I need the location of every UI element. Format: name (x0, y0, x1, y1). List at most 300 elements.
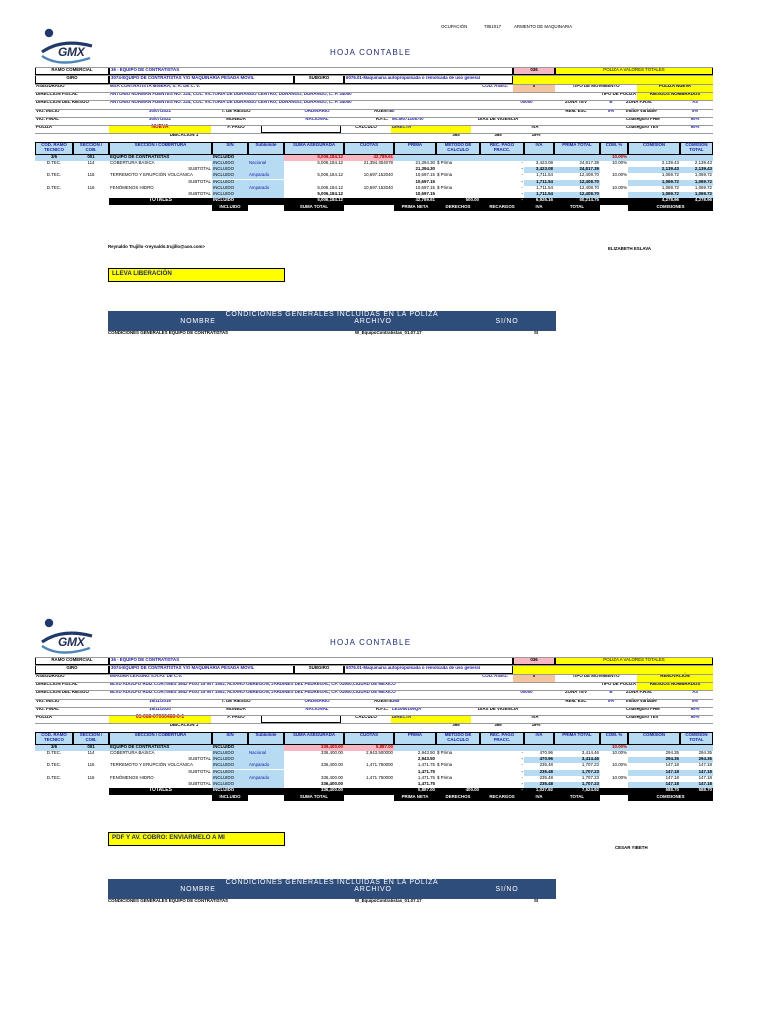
col-header: SECCIÓN / COBERTURA (109, 732, 212, 745)
table-cell: 2,139.43 (694, 159, 712, 165)
table-cell: 336,400.00 (284, 745, 344, 751)
footer-label: RECARGOS (480, 795, 524, 801)
rem-esc-value: 0% (607, 107, 615, 113)
subtotal-cell: - (521, 178, 523, 184)
coaseg-fhm-value: 90% (690, 115, 700, 121)
subtotal-cell: INCLUIDO (212, 770, 248, 776)
vig-inicio-value: 16/11/2019 (149, 697, 171, 703)
table-cell: 1,069.72 (661, 184, 679, 190)
table-cell: 235.48 (539, 774, 553, 780)
email-line: Reynaldo Trujillo <reynaldo.trujillo@aon.com> (108, 244, 205, 249)
indice-label: Indice Variable (626, 697, 657, 703)
cod-aseg-value: 0 (513, 674, 555, 682)
col-header: COD. RAMO TECNICO (35, 142, 73, 155)
table-cell: - (521, 762, 523, 768)
dias-b: 366 (494, 722, 502, 728)
col-header: IVA (524, 732, 554, 745)
indice-value: 0% (691, 697, 699, 703)
col-header: Subliimite (248, 142, 284, 155)
subtotal-cell: 147.18 (628, 770, 680, 776)
table-cell: 10,697.15 (415, 172, 435, 178)
ramo-value: 36 - EQUIPO DE CONTRATISTAS (109, 67, 513, 75)
subtotal-cell: 1,711.54 (524, 192, 554, 198)
totales-value: 4,278.96 (628, 198, 680, 205)
t-riesgo-value: ORDINARIO (304, 697, 330, 703)
footer-label: PRIMA NETA (394, 205, 436, 211)
table-cell: 12,408.70 (579, 172, 599, 178)
note-pdf-cobro: PDF Y AV. COBRO: ENVIARMELO A MI (108, 832, 285, 846)
table-cell: 2,139.43 (661, 159, 679, 165)
table-cell: 114 (87, 749, 95, 755)
table-cell: Nacional (248, 161, 284, 167)
cond-row-archivo: W_EquipoContratistas_01.07.17 (355, 898, 422, 903)
totales-fill (248, 198, 284, 205)
agente-label: AGENTE (374, 697, 393, 703)
iva-pct: 16% (531, 722, 541, 728)
rfc-label: R.F.C. (375, 705, 389, 711)
col-header: PRIMA (394, 142, 436, 155)
giro-label: GIRO (35, 75, 109, 83)
totales-value: - (480, 788, 524, 795)
header-rule (35, 699, 713, 700)
col-header: SECCIÓN / COBERTURA (109, 142, 212, 155)
subtotal-cell: 294.35 (628, 757, 680, 763)
dias-a: 365 (452, 132, 460, 138)
coaseg-fhm-label: Coaseguro FHM (626, 115, 660, 121)
vig-inicio-label: VIG. INICIO (36, 697, 60, 703)
subtotal-cell: 235.48 (524, 782, 554, 788)
cond-row-nombre: CONDICIONES GENERALES EQUIPO DE CONTRATISTAS (108, 330, 229, 335)
tipo-poliza-label: TIPO DE POLIZA (601, 90, 636, 96)
f-pago-label: F. PAGO (227, 124, 245, 130)
t-riesgo-label: T. DE RIESGO (221, 107, 251, 113)
table-cell: 10.00% (612, 774, 627, 780)
table-cell: 10.00% (612, 749, 627, 755)
agente-code: 00000 (520, 689, 533, 695)
giro-value: 3074-EQUIPO DE CONTRATISTAS Y/O MAQUINARIA PESADA MOVIL (109, 665, 294, 673)
dir-fiscal-value: BLVD ADOLFO RUIZ CORTINES 3642 PISO 15 INT 1502, ALVARO OBREGON, JARDINES DEL PEDREGAL, CP. 01900,CIUDAD DE MEXICO (110, 680, 396, 686)
totales-value: - (480, 198, 524, 205)
subtotal-cell: INCLUIDO (212, 757, 248, 763)
table-cell: INCLUIDO (212, 763, 248, 769)
table-cell: $ Prima (437, 749, 453, 755)
zona-fhm-label: ZONA F.H.M. (626, 99, 653, 105)
table-cell: 1,471.75 (417, 762, 435, 768)
table-cell: INCLUIDO (212, 745, 248, 751)
table-cell: $ Prima (437, 172, 453, 178)
col-header: METODO DE CALCULO (436, 142, 480, 155)
totales-value: 336,400.00 (284, 788, 344, 795)
table-cell: 1,471.75 (417, 774, 435, 780)
footer-label: DERECHOS (436, 205, 480, 211)
col-header: PRIMA TOTAL (554, 142, 600, 155)
zona-tev-label: ZONA TEV (564, 689, 588, 695)
rem-esc-value: 0% (607, 697, 615, 703)
header-rule (35, 674, 713, 675)
page-title: HOJA CONTABLE (330, 638, 412, 647)
subgiro-label: SUBGIRO (294, 75, 344, 83)
cond-row-archivo: W_EquipoContratistas_01.07.17 (355, 330, 422, 335)
zona-tev-label: ZONA TEV (564, 99, 588, 105)
header-rule (35, 109, 713, 110)
totales-value: 50,214.75 (554, 198, 600, 205)
table-cell: INCLUIDO (212, 155, 248, 161)
subtotal-cell: 1,069.72 (628, 192, 680, 198)
cond-row-nombre: CONDICIONES GENERALES EQUIPO DE CONTRATISTAS (108, 898, 229, 903)
table-cell: 21,394.30 (415, 159, 435, 165)
table-cell: 10.00% (612, 159, 627, 165)
table-cell: 2,943.500000 (366, 749, 393, 755)
dias-label: DIAS DE VIGENCIA (478, 115, 519, 121)
totales-value: 7,524.92 (554, 788, 600, 795)
subtotal-cell: 10,697.15 (415, 190, 435, 196)
totales-value: 6,926.16 (524, 198, 554, 205)
poliza-tipo: POLIZA A VALORES TOTALES (555, 67, 713, 75)
table-cell: - (521, 172, 523, 178)
ocupacion-code: 7851017 (484, 24, 502, 29)
totales-value: 400.00 (436, 788, 480, 795)
table-cell: D.TEC. (46, 159, 62, 165)
conditions-header (108, 879, 556, 899)
cond-col-archivo: ARCHIVO (354, 318, 392, 325)
vig-final-label: VIG. FINAL (36, 115, 59, 121)
rfc-value: MCM071108797 (392, 115, 425, 121)
subtotal-cell: 1,471.75 (417, 780, 435, 786)
totales-value: 588.70 (628, 788, 680, 795)
col-header: CUOTAS (344, 732, 394, 745)
table-cell: 10.00% (612, 184, 627, 190)
table-cell: 10,697.152040 (363, 172, 393, 178)
table-cell: 5,006,184.12 (317, 184, 343, 190)
subtotal-cell: SUBTOTAL (188, 780, 211, 786)
header-rule (35, 707, 713, 708)
table-cell: EQUIPO DE CONTRATISTAS (109, 155, 212, 161)
table-cell: 1,707.23 (581, 774, 599, 780)
tipo-poliza-label: TIPO DE POLIZA (601, 680, 636, 686)
cond-col-sino: SI/NO (495, 318, 519, 325)
table-cell: 10.00% (600, 745, 628, 751)
coaseg-fhm-value: 90% (690, 705, 700, 711)
totales-value: 4,278.96 (680, 198, 713, 205)
table-cell: INCLUIDO (212, 751, 248, 757)
col-header: COMISION (628, 142, 680, 155)
rem-esc-label: REM. ESC (565, 107, 587, 113)
tipo-mov-label: TIPO DE MOVIMIENTO (572, 82, 620, 88)
table-cell: - (521, 774, 523, 780)
subtotal-cell: 336,400.00 (321, 780, 343, 786)
table-cell: COBERTURA BASICA (110, 159, 155, 165)
table-cell: Amparado (248, 173, 284, 179)
table-cell: Amparado (248, 763, 284, 769)
moneda-label: MONEDA (226, 115, 246, 121)
table-cell: 336,400.00 (321, 774, 343, 780)
subtotal-cell: 1,069.72 (628, 180, 680, 186)
header-rule (35, 67, 713, 68)
table-cell: 5,887.00 (344, 745, 394, 751)
zona-fhm-value: A3 (692, 689, 698, 695)
signer-name: ELIZABETH ESLAVA (608, 246, 652, 251)
col-header: COMISION TOTAL (680, 732, 713, 745)
cond-row-sino: SI (534, 898, 539, 903)
giro-value: 3074-EQUIPO DE CONTRATISTAS Y/O MAQUINARIA PESADA MOVIL (109, 75, 294, 83)
table-cell: 147.18 (698, 762, 712, 768)
ramo-code: 036 (513, 657, 555, 665)
table-cell: $ Prima (437, 159, 453, 165)
subtotal-cell: - (521, 768, 523, 774)
footer-label: SUMA TOTAL (284, 795, 344, 801)
subtotal-cell: 21,394.30 (415, 166, 435, 172)
footer-label: COMISIONES (628, 795, 713, 801)
table-cell: 147.18 (665, 762, 679, 768)
table-cell: COBERTURA BASICA (110, 749, 155, 755)
ramo-label: RAMO COMERCIAL (35, 657, 109, 665)
iva-pct: 16% (531, 132, 541, 138)
totales-incluido: INCLUIDO (212, 788, 248, 795)
poliza-label: POLIZA (36, 714, 53, 720)
col-header: S/N (212, 142, 248, 155)
header-rule (35, 133, 713, 134)
table-cell: 115 (87, 172, 95, 178)
table-cell: $ Prima (437, 184, 453, 190)
dir-riesgo-label: DIRECCION DEL RIESGO (36, 99, 89, 105)
subtotal-cell: - (521, 756, 523, 762)
table-cell: 10.00% (612, 762, 627, 768)
subtotal-cell: 147.18 (680, 782, 713, 788)
col-header: CUOTAS (344, 142, 394, 155)
conditions-cols (108, 886, 556, 893)
col-header: SUMA ASEGURADA (284, 142, 344, 155)
subgiro-value: 6076.01-Maquinaria autopropulsada o remolcada de uso general (344, 665, 513, 673)
table-cell: 2,943.50 (417, 749, 435, 755)
ubicacion-label: UBICACION 1 (169, 722, 199, 728)
col-header: METODO DE CALCULO (436, 732, 480, 745)
footer-label: SUMA TOTAL (284, 205, 344, 211)
giro-label: GIRO (35, 665, 109, 673)
cod-aseg-value: 0 (513, 84, 555, 92)
page-title: HOJA CONTABLE (330, 48, 412, 57)
table-cell: 1,711.54 (536, 172, 553, 178)
coaseg-fhm-label: Coaseguro FHM (626, 705, 660, 711)
table-cell: TERREMOTO Y ERUPCIÓN VOLCÁNICA (110, 172, 193, 178)
header-rule (35, 117, 713, 118)
table-cell: 114 (87, 159, 95, 165)
ramo-code: 036 (513, 67, 555, 75)
table-cell: 12,408.70 (579, 184, 599, 190)
table-cell: 147.18 (665, 774, 679, 780)
cond-col-nombre: NOMBRE (180, 886, 216, 893)
col-header: COMISION (628, 732, 680, 745)
cond-col-sino: SI/NO (495, 886, 519, 893)
table-cell: 3,414.46 (581, 749, 599, 755)
table-cell: 294.35 (698, 749, 712, 755)
footer-label: PRIMA NETA (394, 795, 436, 801)
conditions-cols (108, 318, 556, 325)
calculo-label: CALCULO (355, 714, 377, 720)
rem-esc-label: REM. ESC (565, 697, 587, 703)
header-rule (35, 92, 713, 93)
subtotal-cell: 2,139.43 (680, 167, 713, 173)
t-riesgo-value: ORDINARIO (304, 107, 330, 113)
table-cell: 3/6 (35, 155, 73, 161)
col-header: COD. RAMO TECNICO (35, 732, 73, 745)
totales-value: 1,037.92 (524, 788, 554, 795)
ramo-label: RAMO COMERCIAL (35, 67, 109, 75)
table-cell: - (521, 159, 523, 165)
ocupacion-text: ARMENTO DE MAQUINARIA (514, 24, 573, 29)
subtotal-cell (35, 782, 73, 788)
col-header: REC. PAGO FRACC. (480, 732, 524, 745)
subtotal-cell: SUBTOTAL (188, 178, 211, 184)
table-cell: 001 (73, 745, 109, 751)
tipo-poliza-value: RIESGOS NOMBRADOS (637, 92, 713, 100)
calculo-value: DIRECTA (391, 715, 471, 723)
moneda-value: NACIONAL (305, 115, 329, 121)
signer-name: CESAR YIBETH (615, 845, 648, 850)
dir-riesgo-label: DIRECCION DEL RIESGO (36, 689, 89, 695)
subtotal-cell: INCLUIDO (212, 167, 248, 173)
table-cell: 235.48 (539, 762, 553, 768)
subtotal-cell: 1,069.72 (680, 192, 713, 198)
table-cell: 21,394.304078 (363, 159, 393, 165)
ocupacion-label: OCUPACIÓN (441, 24, 468, 29)
header-rule (35, 75, 713, 76)
dias-b: 365 (494, 132, 502, 138)
table-cell: 10,697.15 (415, 184, 435, 190)
zona-tev-value: B (609, 689, 613, 695)
header-rule (35, 657, 713, 658)
moneda-label: MONEDA (226, 705, 246, 711)
col-header: IVA (524, 142, 554, 155)
table-cell: Amparado (248, 776, 284, 782)
table-cell: INCLUIDO (212, 186, 248, 192)
cod-aseg-label: COD. ASEG. (482, 672, 508, 678)
cond-col-nombre: NOMBRE (180, 318, 216, 325)
tipo-mov-value: RENOVACIÓN (637, 674, 713, 682)
totales-fill (600, 788, 628, 795)
indice-label: Indice Variable (626, 107, 657, 113)
table-cell: 1,711.54 (536, 184, 553, 190)
table-cell: 10.00% (600, 155, 628, 161)
table-cell: 42,789.61 (344, 155, 394, 161)
table-cell: 001 (73, 155, 109, 161)
table-cell: 1,707.23 (581, 762, 599, 768)
rfc-value: LE1060109QA (392, 705, 422, 711)
footer-label: COMISIONES (628, 205, 713, 211)
col-header: COM. % (600, 142, 628, 155)
subtotal-cell: INCLUIDO (212, 782, 248, 788)
vig-inicio-label: VIG. INICIO (36, 107, 60, 113)
col-header: COM. % (600, 732, 628, 745)
table-cell: 1,471.750000 (366, 762, 393, 768)
table-cell: FENÓMENOS HIDRO (110, 774, 154, 780)
table-cell: 1,069.72 (694, 172, 712, 178)
coaseg-tev-label: Coaseguro TEV (626, 124, 659, 130)
agente-label: AGENTE (374, 107, 393, 113)
zona-tev-value: B (609, 99, 613, 105)
table-cell: 3,423.08 (535, 159, 553, 165)
subtotal-cell: 147.18 (628, 782, 680, 788)
subtotal-cell: 24,817.39 (554, 167, 600, 173)
subtotal-cell: SUBTOTAL (188, 756, 211, 762)
totales-fill (600, 198, 628, 205)
totales-value: 500.00 (436, 198, 480, 205)
totales-fill (248, 788, 284, 795)
subtotal-cell: - (521, 166, 523, 172)
footer-label: IVA (524, 795, 554, 801)
asegurado-value: MSA CONTRATISTA MINERA, S. A. DE C. V. (110, 82, 200, 88)
subtotal-cell: INCLUIDO (212, 180, 248, 186)
f-pago-value (261, 125, 341, 133)
col-header: Subliimite (248, 732, 284, 745)
note-llevaliberacion: LLEVA LIBERACIÓN (108, 268, 285, 282)
zona-fhm-label: ZONA F.H.M. (626, 689, 653, 695)
moneda-value: NACIONAL (305, 705, 329, 711)
table-cell: Nacional (248, 751, 284, 757)
table-cell: Amparado (248, 186, 284, 192)
col-header: SUMA ASEGURADA (284, 732, 344, 745)
table-cell: 24,817.39 (579, 159, 599, 165)
subgiro-value: 6076.01-Maquinaria autopropulsada o remolcada de uso general (344, 75, 513, 83)
subtotal-cell: 3,423.08 (524, 167, 554, 173)
f-pago-value (261, 715, 341, 723)
tipo-mov-value: POLIZA NUEVA (637, 84, 713, 92)
table-cell: D.TEC. (46, 774, 62, 780)
table-cell: - (521, 184, 523, 190)
poliza-label: POLIZA (36, 124, 53, 130)
totales-value: 5,887.00 (344, 788, 436, 795)
subtotal-cell: SUBTOTAL (188, 768, 211, 774)
subtotal-cell: 2,943.50 (417, 756, 435, 762)
table-cell: INCLUIDO (212, 173, 248, 179)
table-cell: INCLUIDO (212, 161, 248, 167)
dir-riesgo-value: BLVD ADOLFO RUIZ CORTINES 3642 PISO 15 INT 1502, ALVARO OBREGON, JARDINES DEL PEDREGAL, CP. 01900,CIUDAD DE MEXICO (110, 689, 396, 695)
dir-fiscal-label: DIRECCION FISCAL (36, 90, 78, 96)
subtotal-cell: 235.48 (524, 770, 554, 776)
header-rule (35, 690, 713, 691)
subgiro-label: SUBGIRO (294, 665, 344, 673)
subtotal-cell (35, 192, 73, 198)
table-cell: D.TEC. (46, 762, 62, 768)
subtotal-cell: 12,408.70 (554, 192, 600, 198)
dias-label: DIAS DE VIGENCIA (478, 705, 519, 711)
header-rule (35, 100, 713, 101)
table-cell: 115 (87, 762, 95, 768)
header-rule (35, 665, 713, 666)
col-header: PRIMA TOTAL (554, 732, 600, 745)
totales-value: 5,006,184.12 (284, 198, 344, 205)
subtotal-cell: 147.18 (680, 770, 713, 776)
vig-final-value: 30/07/2022 (149, 115, 171, 121)
agente-code: 00000 (520, 99, 533, 105)
subtotal-cell: 1,471.75 (417, 768, 435, 774)
cond-row-sino: SI (534, 330, 539, 335)
calculo-label: CALCULO (355, 124, 377, 130)
f-pago-label: F. PAGO (227, 714, 245, 720)
conditions-title: CONDICIONES GENERALES INCLUIDAS EN LA POLIZA (225, 311, 439, 318)
footer-label: INCLUIDO (212, 205, 248, 211)
subtotal-cell: 2,139.43 (628, 167, 680, 173)
totales-label: TOTALES (109, 198, 212, 205)
table-cell: 1,069.72 (694, 184, 712, 190)
cond-col-archivo: ARCHIVO (354, 886, 392, 893)
col-header: SECCION / COB. (73, 142, 109, 155)
table-cell: 1,471.750000 (366, 774, 393, 780)
col-header: PRIMA (394, 732, 436, 745)
asegurado-value: IMAGINA LEASING S.A.P.I. DE C.V. (110, 672, 183, 678)
subtotal-cell: 294.35 (680, 757, 713, 763)
table-cell: 336,400.00 (321, 762, 343, 768)
asegurado-label: ASEGURADO (36, 82, 65, 88)
